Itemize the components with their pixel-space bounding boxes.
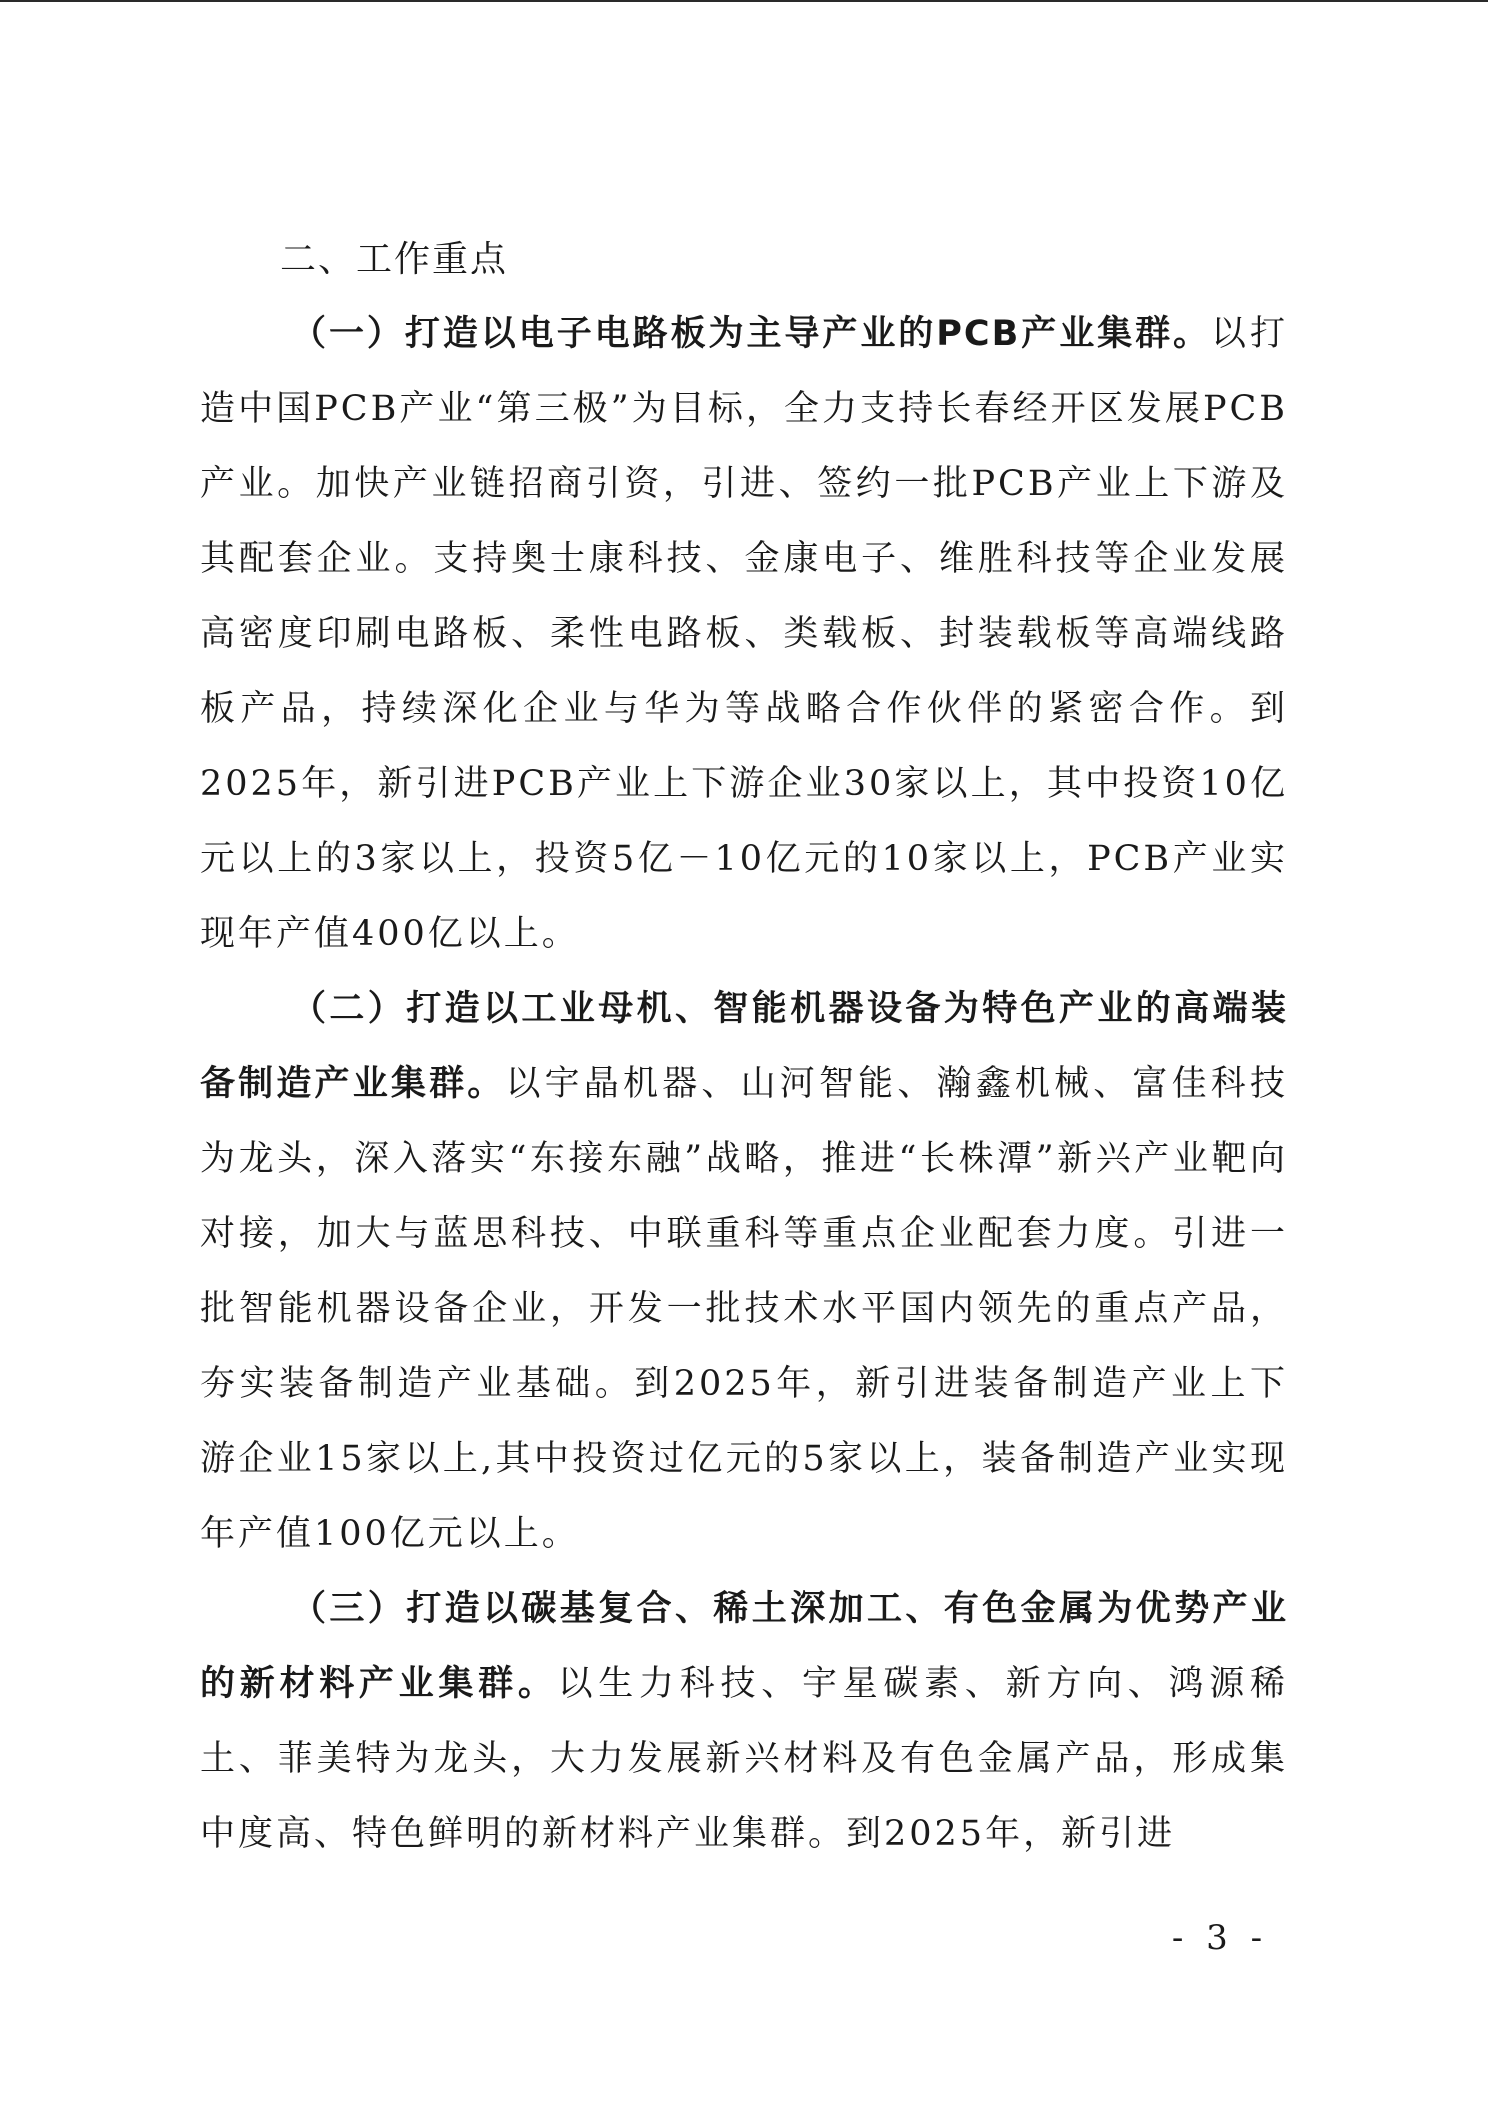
document-body — [200, 222, 1288, 1872]
paragraph-materials-cluster — [200, 1572, 1288, 1872]
section-heading: 二、工作重点 — [280, 239, 509, 280]
paragraph-body: 以宇晶机器、山河智能、瀚鑫机械、富佳科技为龙头，深入落实“东接东融”战略，推进“长株潭”新兴产业靶向对接，加大与蓝思科技、中联重科等重点企业配套力度。引进一批智能机器设备企业，开发一批技术水平国内领先的重点产品，夯实装备制造产业基础。到2025年，新引进装备制造产业上下游企业15家以上,其中投资过亿元的5家以上，装备制造产业实现年产值100亿元以上。 — [200, 1064, 1288, 1554]
paragraph-title: （一）打造以电子电路板为主导产业的PCB产业集群。 — [291, 314, 1212, 354]
page-number: - 3 - — [1171, 1918, 1269, 1958]
paragraph-title: （二）打造以工业母机、智能机器设备为特色产业的高端装备制造产业集群。 — [200, 989, 1288, 1104]
paragraph-equipment-cluster — [200, 972, 1288, 1572]
paragraph-body: 以生力科技、宇星碳素、新方向、鸿源稀土、菲美特为龙头，大力发展新兴材料及有色金属产品，形成集中度高、特色鲜明的新材料产业集群。到2025年，新引进 — [200, 1664, 1288, 1854]
paragraph-body: 以打造中国PCB产业“第三极”为目标，全力支持长春经开区发展PCB产业。加快产业链招商引资，引进、签约一批PCB产业上下游及其配套企业。支持奥士康科技、金康电子、维胜科技等企业发展高密度印刷电路板、柔性电路板、类载板、封装载板等高端线路板产品，持续深化企业与华为等战略合作伙伴的紧密合作。到2025年，新引进PCB产业上下游企业30家以上，其中投资10亿元以上的3家以上，投资5亿－10亿元的10家以上，PCB产业实现年产值400亿以上。 — [200, 314, 1288, 954]
paragraph-title: （三）打造以碳基复合、稀土深加工、有色金属为优势产业的新材料产业集群。 — [200, 1589, 1288, 1704]
top-border-line — [0, 0, 1488, 2]
paragraph-pcb-cluster — [200, 297, 1288, 972]
